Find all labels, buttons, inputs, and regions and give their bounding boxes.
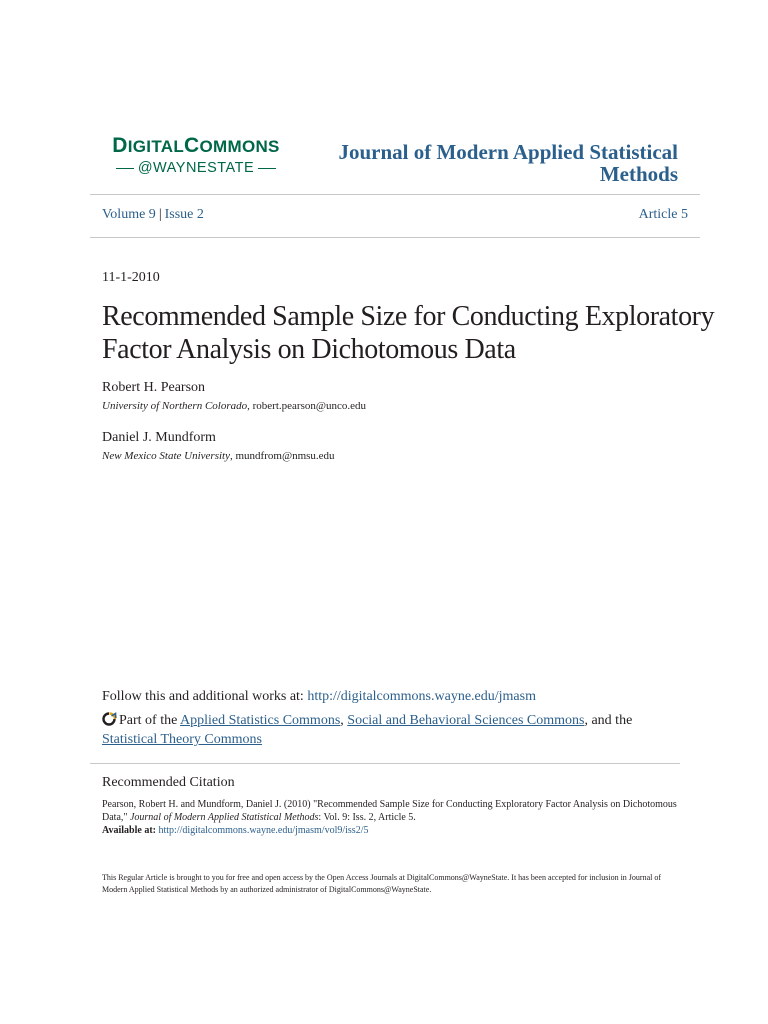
article-number-link[interactable]: Article 5	[638, 207, 688, 222]
author-email: , mundfrom@nmsu.edu	[230, 450, 335, 462]
digital-commons-logo[interactable]	[108, 134, 284, 177]
author-institution: New Mexico State University	[102, 450, 230, 462]
volume-link[interactable]: Volume 9	[102, 207, 156, 222]
header-divider	[90, 194, 700, 195]
publication-date: 11-1-2010	[102, 270, 160, 285]
open-access-note: This Regular Article is brought to you for free and open access by the Open Access Journals at DigitalCommons@WayneState. It has been accepted for inclusion in Journal of Modern Applied Statistical Methods by an authorized administrator of DigitalCommons@WayneState.	[102, 873, 662, 894]
comma-separator: ,	[340, 713, 348, 728]
and-the-text: , and the	[584, 713, 633, 728]
logo-wayne-state: @WAYNESTATE	[137, 160, 255, 176]
recommended-citation-heading: Recommended Citation	[102, 775, 235, 790]
logo-rule-left	[116, 168, 134, 169]
citation-journal: Journal of Modern Applied Statistical Methods	[129, 812, 319, 823]
creative-commons-icon	[102, 712, 117, 726]
author-name: Daniel J. Mundform	[102, 430, 216, 445]
part-of-commons	[102, 711, 702, 749]
applied-statistics-commons-link[interactable]: Applied Statistics Commons	[180, 713, 341, 728]
follow-label: Follow this and additional works at:	[102, 689, 308, 704]
author-affiliation	[102, 450, 335, 462]
follow-line	[102, 689, 536, 705]
article-title: Recommended Sample Size for Conducting Exploratory Factor Analysis on Dichotomous Data	[102, 301, 715, 365]
logo-wordmark: DIGITALCOMMONS	[112, 134, 280, 157]
social-behavioral-sciences-commons-link[interactable]: Social and Behavioral Sciences Commons	[347, 713, 585, 728]
citation-volume: : Vol. 9: Iss. 2, Article 5.	[318, 812, 416, 823]
issue-bar-divider	[90, 237, 700, 238]
author-affiliation	[102, 400, 366, 412]
available-at-label: Available at:	[102, 825, 159, 836]
follow-url-link[interactable]: http://digitalcommons.wayne.edu/jmasm	[307, 689, 536, 704]
author-email: , robert.pearson@unco.edu	[247, 400, 367, 412]
logo-rule-right	[258, 168, 276, 169]
statistical-theory-commons-link[interactable]: Statistical Theory Commons	[102, 732, 262, 747]
logo-subline	[108, 159, 284, 177]
citation-divider	[90, 763, 680, 764]
volume-issue	[102, 207, 204, 223]
issue-link[interactable]: Issue 2	[164, 207, 204, 222]
citation-url-link[interactable]: http://digitalcommons.wayne.edu/jmasm/vol9/iss2/5	[158, 825, 369, 836]
citation-text	[102, 798, 682, 837]
author-name: Robert H. Pearson	[102, 380, 206, 395]
journal-title-link[interactable]: Journal of Modern Applied Statistical Methods	[338, 140, 678, 186]
volume-issue-separator: |	[158, 207, 162, 222]
author-institution: University of Northern Colorado	[102, 400, 248, 412]
citation-authors-title: Pearson, Robert H. and Mundform, Daniel J. (2010) "Recommended Sample Size for Conducting Exploratory Factor Analysis on Dichotomous Data,"	[102, 799, 677, 823]
part-of-label: Part of the	[119, 713, 181, 728]
